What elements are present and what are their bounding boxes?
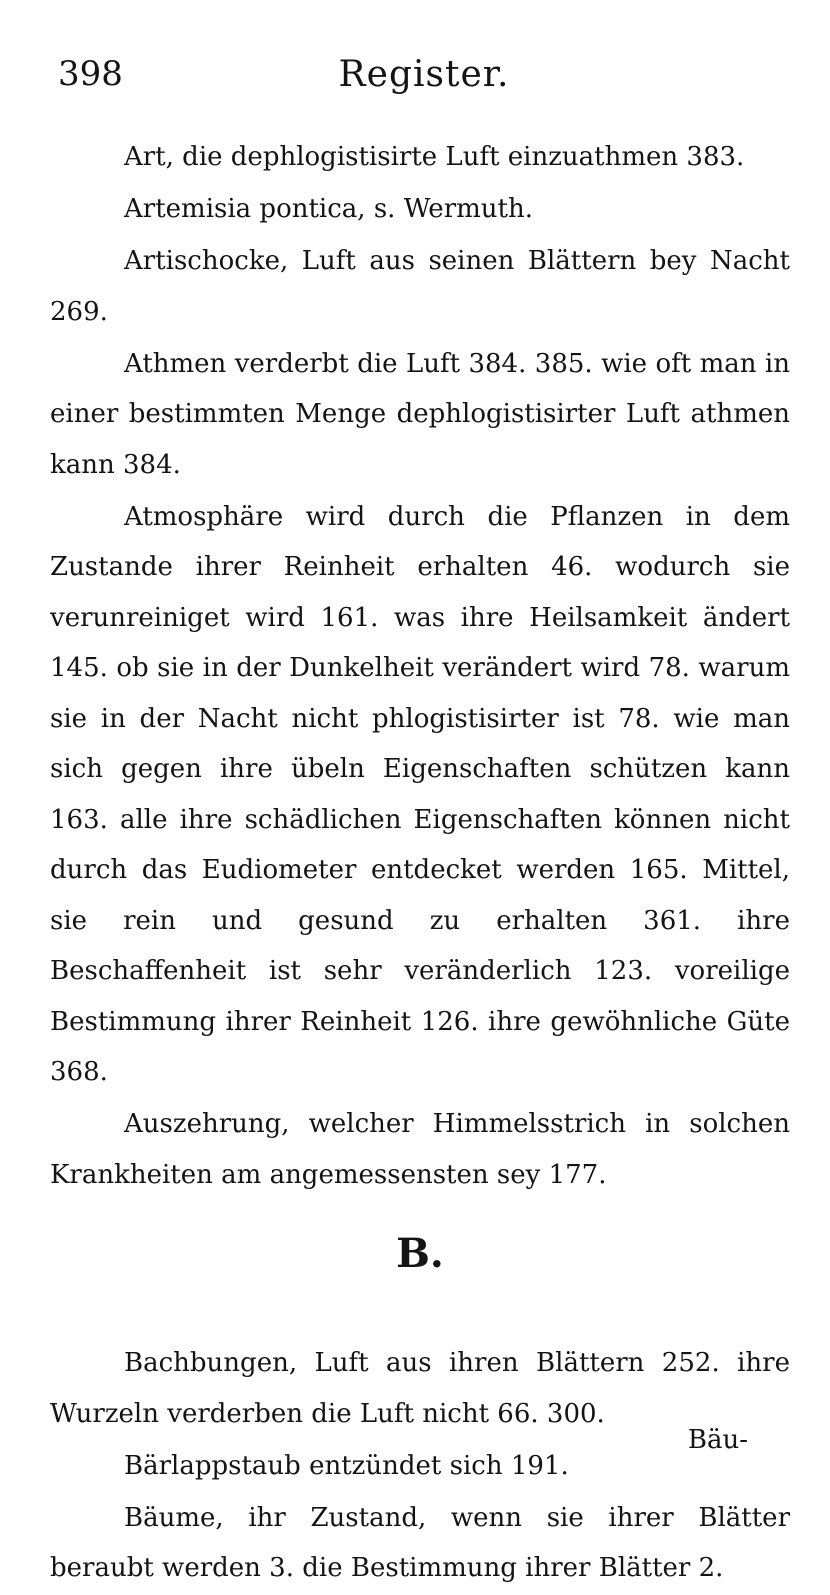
register-entry: Artischocke, Luft aus seinen Blättern bey Nacht 269. [50, 246, 790, 327]
register-entry: Athmen verderbt die Luft 384. 385. wie oft man in einer bestimmten Menge dephlogistisirter Luft athmen kann 384. [50, 348, 790, 480]
register-entry: Auszehrung, welcher Himmelsstrich in solchen Krankheiten am angemessensten sey 177. [50, 1109, 790, 1190]
section-b [50, 1338, 790, 1594]
running-head: Register. [338, 54, 510, 95]
page-header [58, 54, 790, 104]
register-entry: Atmosphäre wird durch die Pflanzen in dem Zustande ihrer Reinheit erhalten 46. wodurch sie verunreiniget wird 161. was ihre Heilsamkeit ändert 145. ob sie in der Dunkelheit verändert wird 78. warum sie in der Nacht nicht phlogistisirter ist 78. wie man sich gegen ihre übeln Eigenschaften schützen kann 163. alle ihre schädlichen Eigenschaften können nicht durch das Eudiometer entdecket werden 165. Mittel, sie rein und gesund zu erhalten 361. ihre Beschaffenheit ist sehr veränderlich 123. voreilige Bestimmung ihrer Reinheit 126. ihre gewöhnliche Güte 368. [50, 501, 790, 1087]
register-body [50, 132, 790, 1595]
section-a [50, 132, 790, 1200]
register-entry: Bäume, ihr Zustand, wenn sie ihrer Blätter beraubt werden 3. die Bestimmung ihrer Blätter 2. [50, 1502, 790, 1583]
register-entry: Artemisia pontica, s. Wermuth. [124, 194, 533, 224]
section-letter-heading: B. [396, 1230, 444, 1277]
catchword: Bäu- [687, 1425, 748, 1455]
register-entry: Art, die dephlogistisirte Luft einzuathmen 383. [124, 142, 745, 172]
register-entry: Bachbungen, Luft aus ihren Blättern 252. ihre Wurzeln verderben die Luft nicht 66. 300. [50, 1348, 790, 1429]
register-entry: Bärlappstaub entzündet sich 191. [124, 1450, 569, 1481]
page-number: 398 [58, 54, 123, 94]
